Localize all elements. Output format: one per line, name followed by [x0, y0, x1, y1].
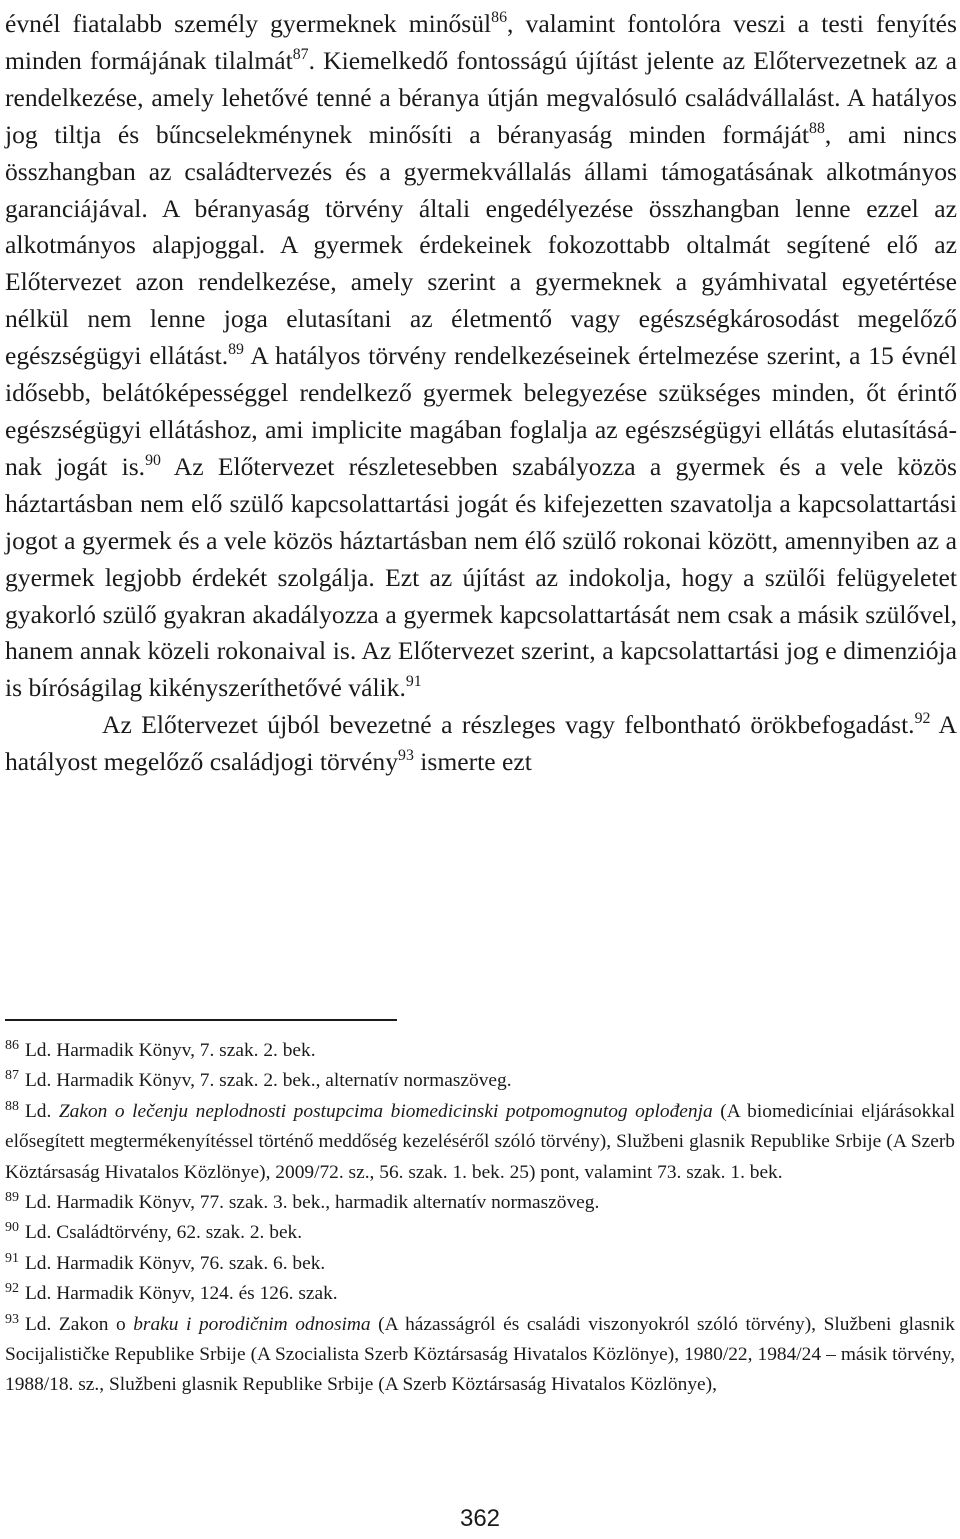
text-run: Az Előtervezet újból bevezetné a részleges vagy felbontható örökbefogadást. — [102, 710, 915, 740]
footnote-number: 91 — [5, 1250, 19, 1266]
footnote-86 — [5, 1036, 955, 1066]
text-run: Az Előtervezet részletesebben szabályozza a gyermek és a vele közös háztartásban nem elő szülő kapcsolattartási jogát és kifejezetten szavatolja a kapcsolattartási jogot a gyermek és a vele közös háztartásban nem élő szülő rokonai között, amennyiben az a gyermek legjobb érdekét szolgálja. Ezt az újítást az indokolja, hogy a szülői felügyeletet gyakorló szülő gyakran akadályozza a gyermek kapcsolattartását nem csak a másik szülővel, hanem annak közeli rokonaival is. Az Előtervezet szerint, a kapcsolattartási jog e dimenziója is bíróságilag kikényszeríthetővé válik. — [5, 451, 957, 703]
footnote-number: 92 — [5, 1281, 19, 1297]
footnote-number: 93 — [5, 1311, 19, 1327]
footnote-90 — [5, 1218, 955, 1248]
footnote-number: 86 — [5, 1038, 19, 1054]
text-run: évnél fiatalabb személy gyermeknek minősül — [5, 9, 492, 38]
footnote-92 — [5, 1279, 955, 1309]
footnote-ref-86[interactable]: 86 — [491, 9, 508, 27]
footnote-lead: Ld. — [24, 1100, 59, 1122]
footnote-text: Ld. Harmadik Könyv, 76. szak. 6. bek. — [24, 1252, 326, 1274]
footnote-text: (A biomedicíniai eljárásokkal elősegített megtermékenyítéssel történő meddőség kezeléséről szóló törvény), Službeni glasnik Republike Srbije (A Szerb Köztársaság Hivatalos Közlönye), 2009/72. sz., 56. szak. 1. bek. 25) pont, valamint 73. szak. 1. bek. — [5, 1100, 956, 1183]
footnote-text: (A házasságról és családi viszonyokról szóló törvény), Službeni glasnik Socijalističke Republike Srbije (A Szocialista Szerb Köztársaság Hivatalos Közlönye), 1980/22, 1984/24 – másik törvény, 1988/18. sz., Službeni glasnik Republike Srbije (A Szerb Köztársaság Hivatalos Közlönye), — [5, 1313, 955, 1396]
footnote-title: Zakon o lečenju neplodnosti postupcima biomedicinski potpomognutog oplođenja — [58, 1100, 713, 1122]
footnote-separator — [5, 1019, 397, 1021]
footnote-ref-89[interactable]: 89 — [228, 341, 244, 359]
text-run: ismerte ezt — [413, 747, 532, 777]
paragraph-1 — [5, 6, 957, 707]
footnote-number: 87 — [5, 1068, 19, 1084]
footnote-89 — [5, 1188, 955, 1218]
text-run: A hatályost megelőző családjogi törvény — [5, 710, 957, 777]
footnote-text: Ld. Harmadik Könyv, 124. és 126. szak. — [24, 1283, 338, 1305]
footnote-text: Ld. Harmadik Könyv, 7. szak. 2. bek. — [24, 1040, 316, 1061]
footnote-title: braku i porodičnim odnosima — [133, 1313, 371, 1335]
paragraph-2 — [5, 707, 957, 781]
footnote-ref-87[interactable]: 87 — [292, 46, 309, 64]
text-run: , valamint fontolóra veszi a testi fenyítés minden formájának tilalmát — [5, 9, 957, 75]
footnote-ref-91[interactable]: 91 — [405, 673, 422, 691]
footnote-text: Ld. Harmadik Könyv, 77. szak. 3. bek., harmadik alternatív normaszöveg. — [24, 1192, 600, 1214]
page-number: 362 — [459, 1505, 501, 1532]
footnote-ref-93[interactable]: 93 — [398, 747, 414, 765]
text-run: , ami nincs összhangban az családtervezés és a gyermekvállalás állami támogatásának alkotmányos garanciájával. A béranyaság törvény általi engedélyezése összhangban lenne ezzel az alkotmányos alapjoggal. A gyermek érdekeinek fokozottabb oltalmát segítené elő az Előtervezet azon rendelkezése, amely szerint a gyermeknek a gyámhivatal egyetértése nélkül nem lenne joga elutasítani az életmentő vagy egészségkárosodást megelőző egészségügyi ellátást. — [5, 119, 957, 371]
footnote-number: 90 — [5, 1220, 19, 1236]
footnote-text: Ld. Családtörvény, 62. szak. 2. bek. — [24, 1222, 303, 1244]
footnote-lead: Ld. Zakon o — [24, 1313, 134, 1335]
footnote-88 — [5, 1097, 955, 1188]
text-run: A hatályos törvény rendelkezéseinek értelmezése szerint, a 15 évnél idősebb, belátóképességgel rendelkező gyermek belegyezése szükséges minden, őt érintő egészségügyi ellátáshoz, ami implicite magában foglalja az egészségügyi ellátás elutasításának jogát is. — [5, 341, 957, 481]
text-run: . Kiemelkedő fontosságú újítást jelente az Előtervezetnek az a rendelkezése, amely lehetővé tenné a béranya útján megvalósuló családvállalást. A hatályos jog tiltja és bűncselekménynek minősíti a béranyaság minden formáját — [5, 45, 958, 149]
footnote-ref-88[interactable]: 88 — [809, 119, 825, 137]
footnote-93 — [5, 1310, 955, 1401]
footnote-91 — [5, 1249, 955, 1279]
footnote-ref-90[interactable]: 90 — [145, 452, 161, 470]
main-text — [5, 6, 957, 781]
footnote-text: Ld. Harmadik Könyv, 7. szak. 2. bek., alternatív normaszöveg. — [24, 1070, 512, 1092]
footnote-number: 89 — [5, 1190, 19, 1206]
footnote-87 — [5, 1066, 955, 1096]
footnotes — [5, 1036, 955, 1401]
footnote-ref-92[interactable]: 92 — [914, 710, 931, 728]
footnote-number: 88 — [5, 1098, 19, 1114]
